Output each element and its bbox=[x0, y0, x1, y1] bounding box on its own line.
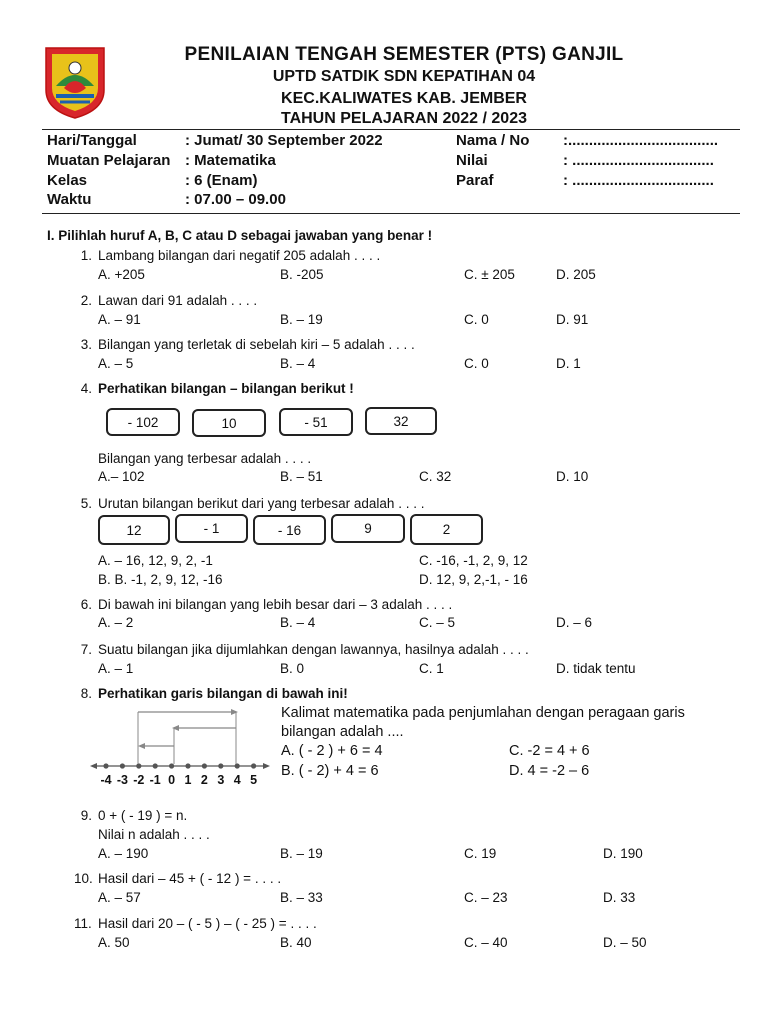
jump-arrow-3-head-icon bbox=[172, 725, 179, 731]
right-arrowhead-icon bbox=[263, 763, 270, 769]
number-line-point bbox=[218, 763, 223, 768]
q5-option-d[interactable]: D. 12, 9, 2,-1, - 16 bbox=[419, 572, 528, 587]
q1-number: 1. bbox=[80, 248, 92, 263]
q9-text: 0 + ( - 19 ) = n. bbox=[98, 808, 188, 823]
header-rule-bottom bbox=[42, 213, 740, 214]
q3-text: Bilangan yang terletak di sebelah kiri – 5 adalah . . . . bbox=[98, 337, 415, 352]
q2-text: Lawan dari 91 adalah . . . . bbox=[98, 293, 258, 308]
day-label: Hari/Tanggal bbox=[47, 132, 137, 149]
q2-number: 2. bbox=[80, 293, 92, 308]
number-line-point bbox=[185, 763, 190, 768]
q4-number-box: - 51 bbox=[279, 408, 353, 436]
q2-option-a[interactable]: A. – 91 bbox=[98, 312, 141, 327]
q9-text2: Nilai n adalah . . . . bbox=[98, 827, 210, 842]
q7-option-d[interactable]: D. tidak tentu bbox=[556, 661, 636, 676]
q11-option-b[interactable]: B. 40 bbox=[280, 935, 312, 950]
q2-option-d[interactable]: D. 91 bbox=[556, 312, 589, 327]
q5-number-box: 9 bbox=[331, 514, 405, 543]
district-name: KEC.KALIWATES KAB. JEMBER bbox=[281, 90, 527, 107]
header-rule-top bbox=[42, 129, 740, 130]
jump-arrow-1-head-icon bbox=[231, 709, 238, 715]
jump-arrow-2-head-icon bbox=[138, 743, 145, 749]
q4-option-d[interactable]: D. 10 bbox=[556, 469, 589, 484]
q11-option-c[interactable]: C. – 40 bbox=[464, 935, 508, 950]
q3-option-a[interactable]: A. – 5 bbox=[98, 356, 134, 371]
subject-value: : Matematika bbox=[185, 152, 276, 169]
q4-number-box: 32 bbox=[365, 407, 437, 435]
q5-option-c[interactable]: C. -16, -1, 2, 9, 12 bbox=[419, 553, 528, 568]
score-field[interactable]: : .................................. bbox=[563, 152, 714, 169]
q5-number: 5. bbox=[80, 496, 92, 511]
number-line-point bbox=[235, 763, 240, 768]
section-title: I. Pilihlah huruf A, B, C atau D sebagai jawaban yang benar ! bbox=[47, 228, 433, 243]
number-line-tick-label: 4 bbox=[233, 773, 241, 787]
q6-option-a[interactable]: A. – 2 bbox=[98, 615, 134, 630]
number-line-tick-label: 0 bbox=[168, 773, 176, 787]
q1-option-b[interactable]: B. -205 bbox=[280, 267, 324, 282]
q8-desc-line2: bilangan adalah .... bbox=[281, 724, 404, 740]
q8-text: Perhatikan garis bilangan di bawah ini! bbox=[98, 686, 348, 701]
number-line-point bbox=[251, 763, 256, 768]
q10-number: 10. bbox=[74, 871, 93, 886]
q9-number: 9. bbox=[80, 808, 92, 823]
q8-option-a[interactable]: A. ( - 2 ) + 6 = 4 bbox=[281, 743, 383, 759]
q5-option-b[interactable]: B. B. -1, 2, 9, 12, -16 bbox=[98, 572, 223, 587]
sign-field[interactable]: : .................................. bbox=[563, 172, 714, 189]
q10-option-a[interactable]: A. – 57 bbox=[98, 890, 141, 905]
number-line-tick-label: -1 bbox=[149, 773, 161, 787]
q4-option-a[interactable]: A.– 102 bbox=[98, 469, 145, 484]
q1-option-a[interactable]: A. +205 bbox=[98, 267, 145, 282]
q4-option-b[interactable]: B. – 51 bbox=[280, 469, 323, 484]
name-label: Nama / No bbox=[456, 132, 530, 149]
left-arrowhead-icon bbox=[90, 763, 97, 769]
number-line-tick-label: 5 bbox=[250, 773, 258, 787]
q3-option-c[interactable]: C. 0 bbox=[464, 356, 489, 371]
q7-number: 7. bbox=[80, 642, 92, 657]
q10-text: Hasil dari – 45 + ( - 12 ) = . . . . bbox=[98, 871, 282, 886]
number-line-point bbox=[136, 763, 141, 768]
score-label: Nilai bbox=[456, 152, 488, 169]
number-line-diagram bbox=[90, 700, 270, 775]
q3-number: 3. bbox=[80, 337, 92, 352]
q9-option-d[interactable]: D. 190 bbox=[603, 846, 643, 861]
q5-number-box: - 1 bbox=[175, 514, 248, 543]
q7-option-c[interactable]: C. 1 bbox=[419, 661, 444, 676]
q1-option-c[interactable]: C. ± 205 bbox=[464, 267, 515, 282]
q6-option-c[interactable]: C. – 5 bbox=[419, 615, 456, 630]
q6-option-d[interactable]: D. – 6 bbox=[556, 615, 593, 630]
q7-option-b[interactable]: B. 0 bbox=[280, 661, 305, 676]
q8-number: 8. bbox=[80, 686, 92, 701]
number-line-tick-label: -3 bbox=[116, 773, 128, 787]
q9-option-b[interactable]: B. – 19 bbox=[280, 846, 323, 861]
q6-text: Di bawah ini bilangan yang lebih besar dari – 3 adalah . . . . bbox=[98, 597, 453, 612]
name-field[interactable]: :.................................... bbox=[563, 132, 719, 149]
q11-text: Hasil dari 20 – ( - 5 ) – ( - 25 ) = . . . . bbox=[98, 916, 317, 931]
q10-option-b[interactable]: B. – 33 bbox=[280, 890, 323, 905]
number-line-tick-label: 3 bbox=[217, 773, 225, 787]
class-label: Kelas bbox=[47, 172, 88, 189]
q3-option-b[interactable]: B. – 4 bbox=[280, 356, 316, 371]
q4-number-box: - 102 bbox=[106, 408, 180, 436]
q3-option-d[interactable]: D. 1 bbox=[556, 356, 581, 371]
number-line-tick-label: 1 bbox=[184, 773, 192, 787]
exam-title: PENILAIAN TENGAH SEMESTER (PTS) GANJIL bbox=[184, 44, 624, 65]
number-line-point bbox=[169, 763, 174, 768]
q7-text: Suatu bilangan jika dijumlahkan dengan lawannya, hasilnya adalah . . . . bbox=[98, 642, 529, 657]
q1-option-d[interactable]: D. 205 bbox=[556, 267, 596, 282]
q4-number-box: 10 bbox=[192, 409, 266, 437]
q6-option-b[interactable]: B. – 4 bbox=[280, 615, 316, 630]
q4-text2: Bilangan yang terbesar adalah . . . . bbox=[98, 451, 312, 466]
q1-text: Lambang bilangan dari negatif 205 adalah . . . . bbox=[98, 248, 381, 263]
q8-option-b[interactable]: B. ( - 2) + 4 = 6 bbox=[281, 763, 379, 779]
q5-number-box: 2 bbox=[410, 514, 483, 545]
q5-number-box: 12 bbox=[98, 515, 170, 545]
number-line-tick-label: -4 bbox=[100, 773, 112, 787]
number-line-point bbox=[153, 763, 158, 768]
q8-desc-line1: Kalimat matematika pada penjumlahan dengan peragaan garis bbox=[281, 705, 685, 721]
number-line-point bbox=[103, 763, 108, 768]
q6-number: 6. bbox=[80, 597, 92, 612]
q4-text: Perhatikan bilangan – bilangan berikut ! bbox=[98, 381, 354, 396]
number-line-tick-label: 2 bbox=[200, 773, 208, 787]
q2-option-c[interactable]: C. 0 bbox=[464, 312, 489, 327]
time-value: : 07.00 – 09.00 bbox=[185, 191, 286, 208]
sign-label: Paraf bbox=[456, 172, 494, 189]
day-value: : Jumat/ 30 September 2022 bbox=[185, 132, 383, 149]
number-line-tick-label: -2 bbox=[133, 773, 145, 787]
q10-option-c[interactable]: C. – 23 bbox=[464, 890, 508, 905]
q2-option-b[interactable]: B. – 19 bbox=[280, 312, 323, 327]
q8-option-c[interactable]: C. -2 = 4 + 6 bbox=[509, 743, 590, 759]
number-line-point bbox=[202, 763, 207, 768]
q7-option-a[interactable]: A. – 1 bbox=[98, 661, 134, 676]
q9-option-a[interactable]: A. – 190 bbox=[98, 846, 149, 861]
q5-text: Urutan bilangan berikut dari yang terbesar adalah . . . . bbox=[98, 496, 425, 511]
school-name: UPTD SATDIK SDN KEPATIHAN 04 bbox=[272, 68, 536, 85]
q10-option-d[interactable]: D. 33 bbox=[603, 890, 636, 905]
q5-number-box: - 16 bbox=[253, 515, 326, 545]
q11-option-d[interactable]: D. – 50 bbox=[603, 935, 647, 950]
q9-option-c[interactable]: C. 19 bbox=[464, 846, 497, 861]
q4-option-c[interactable]: C. 32 bbox=[419, 469, 452, 484]
q5-option-a[interactable]: A. – 16, 12, 9, 2, -1 bbox=[98, 553, 213, 568]
number-line-point bbox=[120, 763, 125, 768]
academic-year: TAHUN PELAJARAN 2022 / 2023 bbox=[280, 110, 527, 127]
q11-number: 11. bbox=[74, 916, 92, 931]
q11-option-a[interactable]: A. 50 bbox=[98, 935, 130, 950]
subject-label: Muatan Pelajaran bbox=[47, 152, 171, 169]
q8-option-d[interactable]: D. 4 = -2 – 6 bbox=[509, 763, 590, 779]
class-value: : 6 (Enam) bbox=[185, 172, 258, 189]
q4-number: 4. bbox=[80, 381, 92, 396]
time-label: Waktu bbox=[47, 191, 92, 208]
